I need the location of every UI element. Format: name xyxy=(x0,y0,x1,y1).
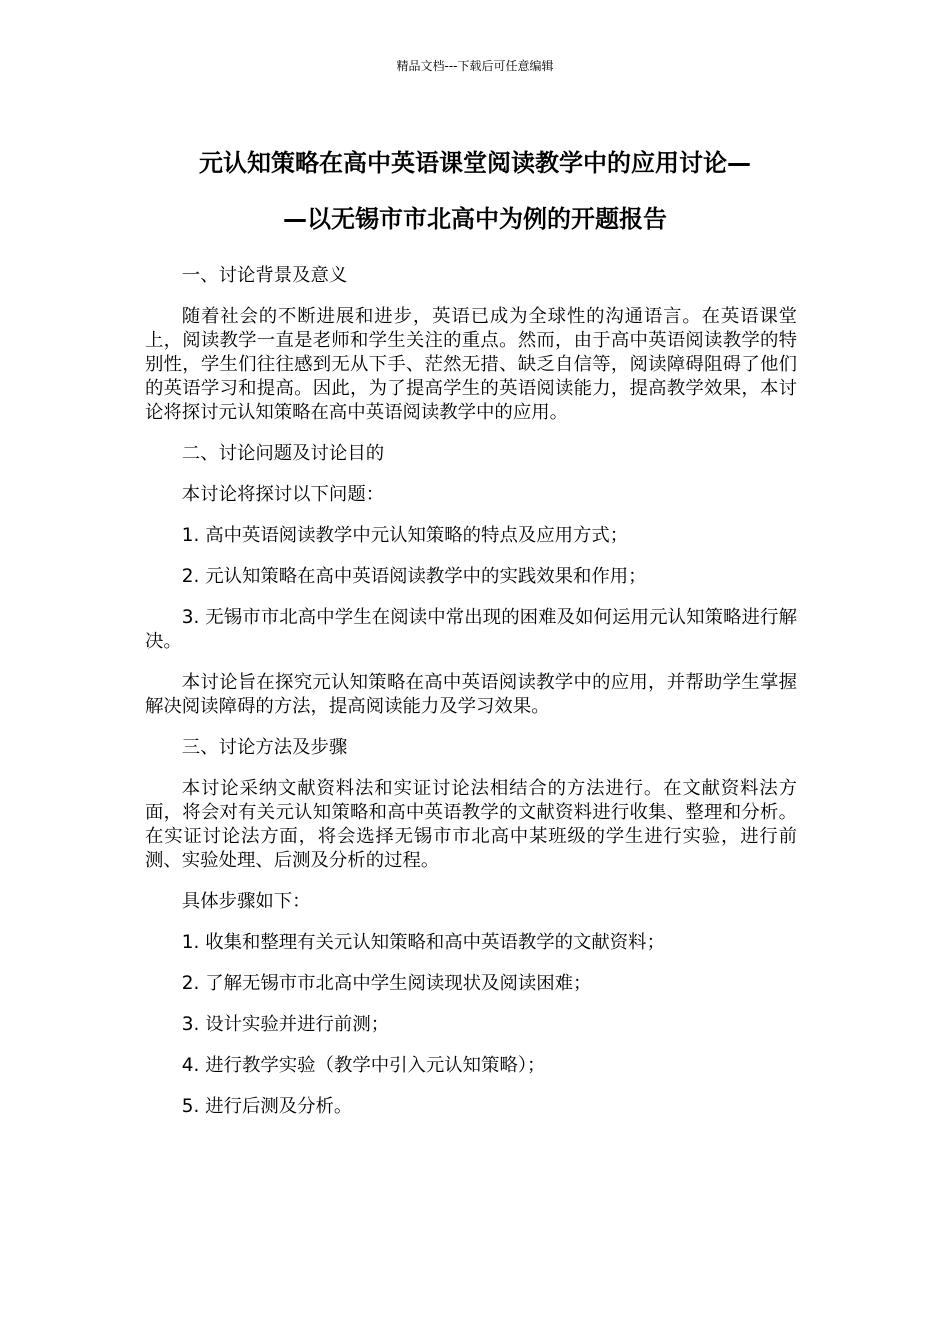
methods-paragraph: 本讨论采纳文献资料法和实证讨论法相结合的方法进行。在文献资料法方面，将会对有关元认知策略和高中英语教学的文献资料进行收集、整理和分析。在实证讨论法方面，将会选择无锡市市北高中某班级的学生进行实验，进行前测、实验处理、后测及分析的过程。 xyxy=(145,778,797,871)
title-line-2: —以无锡市市北高中为例的开题报告 xyxy=(283,205,667,233)
question-item-1: 1. 高中英语阅读教学中元认知策略的特点及应用方式； xyxy=(181,525,629,546)
title-line-1: 元认知策略在高中英语课堂阅读教学中的应用讨论— xyxy=(199,149,751,177)
question-item-2: 2. 元认知策略在高中英语阅读教学中的实践效果和作用； xyxy=(181,566,647,587)
question-item-3: 3. 无锡市市北高中学生在阅读中常出现的困难及如何运用元认知策略进行解决。 xyxy=(145,607,797,652)
document-body xyxy=(145,264,797,1136)
step-item-1: 1. 收集和整理有关元认知策略和高中英语教学的文献资料； xyxy=(181,932,665,953)
section-heading-methods: 三、讨论方法及步骤 xyxy=(181,737,348,758)
background-paragraph: 随着社会的不断进展和进步，英语已成为全球性的沟通语言。在英语课堂上，阅读教学一直是老师和学生关注的重点。然而，由于高中英语阅读教学的特别性，学生们往往感到无从下手、茫然无措、缺乏自信等，阅读障碍阻碍了他们的英语学习和提高。因此，为了提高学生的英语阅读能力，提高教学效果，本讨论将探讨元认知策略在高中英语阅读教学中的应用。 xyxy=(145,306,797,423)
steps-intro: 具体步骤如下： xyxy=(181,891,311,912)
section-heading-background: 一、讨论背景及意义 xyxy=(181,265,348,286)
step-item-5: 5. 进行后测及分析。 xyxy=(181,1096,353,1117)
step-item-2: 2. 了解无锡市市北高中学生阅读现状及阅读困难； xyxy=(181,973,592,994)
questions-intro: 本讨论将探讨以下问题： xyxy=(181,484,385,505)
purpose-paragraph: 本讨论旨在探究元认知策略在高中英语阅读教学中的应用，并帮助学生掌握解决阅读障碍的方法，提高阅读能力及学习效果。 xyxy=(145,672,797,717)
header-note: 精品文档---下载后可任意编辑 xyxy=(396,59,554,73)
section-heading-questions: 二、讨论问题及讨论目的 xyxy=(181,443,385,464)
step-item-4: 4. 进行教学实验（教学中引入元认知策略）； xyxy=(181,1055,546,1076)
document-title xyxy=(143,135,807,247)
step-item-3: 3. 设计实验并进行前测； xyxy=(181,1014,390,1035)
